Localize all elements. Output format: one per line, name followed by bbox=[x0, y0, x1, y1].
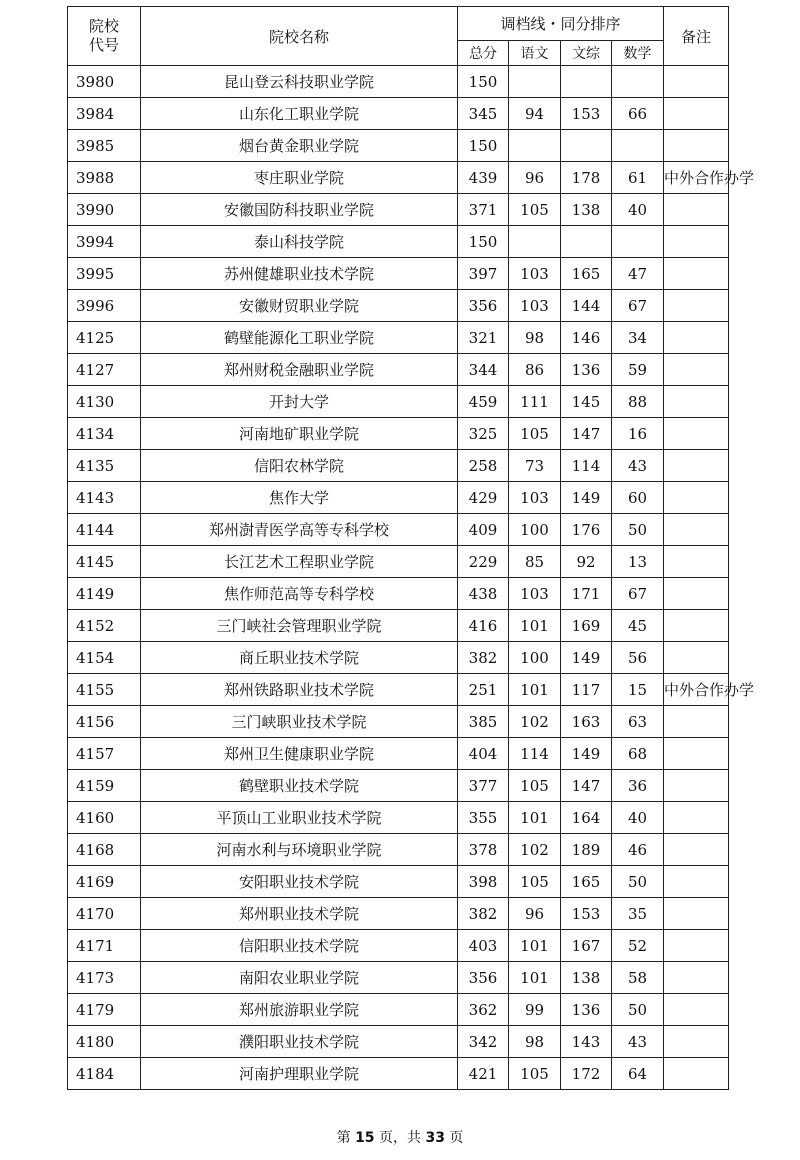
cell-total: 150 bbox=[458, 66, 509, 98]
cell-name: 郑州澍青医学高等专科学校 bbox=[141, 514, 458, 546]
table-row bbox=[68, 1026, 729, 1058]
page-footer bbox=[0, 1127, 800, 1147]
cell-name: 鹤壁职业技术学院 bbox=[141, 770, 458, 802]
cell-total: 325 bbox=[458, 418, 509, 450]
cell-total: 321 bbox=[458, 322, 509, 354]
cell-math: 67 bbox=[612, 290, 664, 322]
header-chinese: 语文 bbox=[509, 41, 561, 66]
cell-name: 开封大学 bbox=[141, 386, 458, 418]
cell-math: 52 bbox=[612, 930, 664, 962]
table-header bbox=[68, 7, 729, 66]
cell-total: 344 bbox=[458, 354, 509, 386]
cell-note bbox=[664, 322, 729, 354]
cell-chinese: 94 bbox=[509, 98, 561, 130]
header-code-line1: 院校 bbox=[88, 17, 119, 35]
cell-code: 3994 bbox=[68, 226, 141, 258]
cell-liberal: 153 bbox=[561, 898, 612, 930]
cell-total: 404 bbox=[458, 738, 509, 770]
header-code bbox=[68, 7, 141, 66]
cell-total: 371 bbox=[458, 194, 509, 226]
cell-code: 4160 bbox=[68, 802, 141, 834]
cell-total: 416 bbox=[458, 610, 509, 642]
cell-code: 4134 bbox=[68, 418, 141, 450]
cell-chinese: 105 bbox=[509, 1058, 561, 1090]
cell-chinese: 103 bbox=[509, 482, 561, 514]
cell-note bbox=[664, 802, 729, 834]
cell-name: 信阳职业技术学院 bbox=[141, 930, 458, 962]
cell-chinese: 101 bbox=[509, 610, 561, 642]
cell-note bbox=[664, 98, 729, 130]
cell-math: 88 bbox=[612, 386, 664, 418]
cell-total: 345 bbox=[458, 98, 509, 130]
header-name: 院校名称 bbox=[141, 7, 458, 66]
header-code-line2: 代号 bbox=[88, 36, 119, 54]
cell-code: 4156 bbox=[68, 706, 141, 738]
table-row bbox=[68, 898, 729, 930]
cell-liberal: 153 bbox=[561, 98, 612, 130]
footer-prefix: 第 bbox=[336, 1130, 356, 1146]
cell-note: 中外合作办学 bbox=[664, 674, 729, 706]
cell-chinese: 114 bbox=[509, 738, 561, 770]
cell-total: 229 bbox=[458, 546, 509, 578]
cell-name: 昆山登云科技职业学院 bbox=[141, 66, 458, 98]
cell-note bbox=[664, 66, 729, 98]
cell-liberal: 114 bbox=[561, 450, 612, 482]
table-row bbox=[68, 834, 729, 866]
cell-math bbox=[612, 226, 664, 258]
cell-code: 4135 bbox=[68, 450, 141, 482]
cell-chinese: 102 bbox=[509, 706, 561, 738]
cell-total: 377 bbox=[458, 770, 509, 802]
cell-code: 4130 bbox=[68, 386, 141, 418]
cell-liberal: 165 bbox=[561, 866, 612, 898]
cell-liberal bbox=[561, 130, 612, 162]
table-row bbox=[68, 770, 729, 802]
cell-total: 342 bbox=[458, 1026, 509, 1058]
cell-name: 烟台黄金职业学院 bbox=[141, 130, 458, 162]
table-row bbox=[68, 514, 729, 546]
table-row bbox=[68, 354, 729, 386]
cell-name: 焦作师范高等专科学校 bbox=[141, 578, 458, 610]
cell-name: 焦作大学 bbox=[141, 482, 458, 514]
cell-total: 439 bbox=[458, 162, 509, 194]
cell-code: 4154 bbox=[68, 642, 141, 674]
cell-name: 郑州职业技术学院 bbox=[141, 898, 458, 930]
cell-name: 河南水利与环境职业学院 bbox=[141, 834, 458, 866]
table-row bbox=[68, 226, 729, 258]
cell-name: 郑州财税金融职业学院 bbox=[141, 354, 458, 386]
cell-name: 三门峡职业技术学院 bbox=[141, 706, 458, 738]
cell-note bbox=[664, 770, 729, 802]
cell-note bbox=[664, 962, 729, 994]
cell-code: 3990 bbox=[68, 194, 141, 226]
cell-liberal: 189 bbox=[561, 834, 612, 866]
table-row bbox=[68, 962, 729, 994]
cell-liberal: 171 bbox=[561, 578, 612, 610]
cell-math: 35 bbox=[612, 898, 664, 930]
cell-math: 34 bbox=[612, 322, 664, 354]
cell-liberal: 172 bbox=[561, 1058, 612, 1090]
cell-note bbox=[664, 738, 729, 770]
cell-code: 4180 bbox=[68, 1026, 141, 1058]
cell-chinese bbox=[509, 66, 561, 98]
cell-chinese: 102 bbox=[509, 834, 561, 866]
table-row bbox=[68, 130, 729, 162]
cell-math: 56 bbox=[612, 642, 664, 674]
table-row bbox=[68, 1058, 729, 1090]
cell-math: 67 bbox=[612, 578, 664, 610]
cell-liberal: 138 bbox=[561, 194, 612, 226]
cell-name: 泰山科技学院 bbox=[141, 226, 458, 258]
table-body bbox=[68, 66, 755, 1090]
cell-name: 安徽财贸职业学院 bbox=[141, 290, 458, 322]
header-note: 备注 bbox=[664, 7, 729, 66]
cell-code: 4169 bbox=[68, 866, 141, 898]
cell-total: 398 bbox=[458, 866, 509, 898]
table-row bbox=[68, 866, 729, 898]
cell-liberal: 165 bbox=[561, 258, 612, 290]
cell-code: 4125 bbox=[68, 322, 141, 354]
cell-code: 4184 bbox=[68, 1058, 141, 1090]
cell-total: 378 bbox=[458, 834, 509, 866]
cell-total: 438 bbox=[458, 578, 509, 610]
cell-total: 421 bbox=[458, 1058, 509, 1090]
cell-note bbox=[664, 418, 729, 450]
cell-code: 4155 bbox=[68, 674, 141, 706]
cell-total: 409 bbox=[458, 514, 509, 546]
table-row bbox=[68, 610, 729, 642]
table-row bbox=[68, 930, 729, 962]
cell-liberal: 138 bbox=[561, 962, 612, 994]
cell-code: 4157 bbox=[68, 738, 141, 770]
cell-code: 3985 bbox=[68, 130, 141, 162]
cell-note bbox=[664, 1058, 729, 1090]
cell-name: 商丘职业技术学院 bbox=[141, 642, 458, 674]
cell-chinese: 103 bbox=[509, 578, 561, 610]
cell-liberal: 167 bbox=[561, 930, 612, 962]
table-row bbox=[68, 738, 729, 770]
cell-math: 58 bbox=[612, 962, 664, 994]
cell-math: 36 bbox=[612, 770, 664, 802]
footer-suffix: 页 bbox=[444, 1130, 464, 1146]
cell-total: 385 bbox=[458, 706, 509, 738]
table-row bbox=[68, 98, 729, 130]
cell-math bbox=[612, 66, 664, 98]
cell-total: 150 bbox=[458, 226, 509, 258]
cell-code: 3988 bbox=[68, 162, 141, 194]
cell-chinese bbox=[509, 226, 561, 258]
cell-total: 356 bbox=[458, 290, 509, 322]
cell-note bbox=[664, 354, 729, 386]
cell-liberal: 136 bbox=[561, 994, 612, 1026]
cell-liberal: 169 bbox=[561, 610, 612, 642]
cell-math: 68 bbox=[612, 738, 664, 770]
cell-math bbox=[612, 130, 664, 162]
table-row bbox=[68, 994, 729, 1026]
cell-code: 4168 bbox=[68, 834, 141, 866]
footer-page-number: 15 bbox=[355, 1130, 375, 1146]
cell-math: 40 bbox=[612, 194, 664, 226]
cell-liberal: 145 bbox=[561, 386, 612, 418]
cell-code: 4144 bbox=[68, 514, 141, 546]
cell-code: 4170 bbox=[68, 898, 141, 930]
table-row bbox=[68, 706, 729, 738]
cell-liberal: 147 bbox=[561, 418, 612, 450]
cell-liberal: 149 bbox=[561, 642, 612, 674]
cell-note bbox=[664, 514, 729, 546]
cell-chinese: 101 bbox=[509, 802, 561, 834]
table-row bbox=[68, 258, 729, 290]
cell-liberal: 136 bbox=[561, 354, 612, 386]
cell-name: 河南护理职业学院 bbox=[141, 1058, 458, 1090]
cell-math: 63 bbox=[612, 706, 664, 738]
cell-liberal: 164 bbox=[561, 802, 612, 834]
cell-code: 4143 bbox=[68, 482, 141, 514]
cell-code: 4173 bbox=[68, 962, 141, 994]
cell-math: 50 bbox=[612, 866, 664, 898]
cell-total: 362 bbox=[458, 994, 509, 1026]
cell-name: 三门峡社会管理职业学院 bbox=[141, 610, 458, 642]
cell-code: 3996 bbox=[68, 290, 141, 322]
cell-note bbox=[664, 834, 729, 866]
cell-name: 濮阳职业技术学院 bbox=[141, 1026, 458, 1058]
cell-note bbox=[664, 290, 729, 322]
cell-note bbox=[664, 130, 729, 162]
cell-chinese: 96 bbox=[509, 162, 561, 194]
cell-code: 4145 bbox=[68, 546, 141, 578]
cell-name: 郑州卫生健康职业学院 bbox=[141, 738, 458, 770]
cell-chinese: 101 bbox=[509, 674, 561, 706]
cell-total: 459 bbox=[458, 386, 509, 418]
cell-note bbox=[664, 610, 729, 642]
cell-math: 43 bbox=[612, 1026, 664, 1058]
cell-chinese: 73 bbox=[509, 450, 561, 482]
cell-liberal: 146 bbox=[561, 322, 612, 354]
cell-total: 382 bbox=[458, 642, 509, 674]
table-row bbox=[68, 194, 729, 226]
cell-name: 苏州健雄职业技术学院 bbox=[141, 258, 458, 290]
cell-math: 60 bbox=[612, 482, 664, 514]
cell-code: 3984 bbox=[68, 98, 141, 130]
cell-total: 355 bbox=[458, 802, 509, 834]
cell-math: 47 bbox=[612, 258, 664, 290]
table-row bbox=[68, 546, 729, 578]
table-row bbox=[68, 66, 729, 98]
footer-total-pages: 33 bbox=[425, 1130, 445, 1146]
cell-note bbox=[664, 386, 729, 418]
cell-name: 郑州铁路职业技术学院 bbox=[141, 674, 458, 706]
cell-code: 4171 bbox=[68, 930, 141, 962]
header-math: 数学 bbox=[612, 41, 664, 66]
cell-math: 50 bbox=[612, 514, 664, 546]
cell-note bbox=[664, 866, 729, 898]
cell-liberal: 176 bbox=[561, 514, 612, 546]
cell-chinese: 98 bbox=[509, 322, 561, 354]
cell-total: 403 bbox=[458, 930, 509, 962]
cell-name: 南阳农业职业学院 bbox=[141, 962, 458, 994]
cell-chinese: 98 bbox=[509, 1026, 561, 1058]
cell-liberal bbox=[561, 226, 612, 258]
cell-math: 43 bbox=[612, 450, 664, 482]
cell-note bbox=[664, 258, 729, 290]
cell-math: 66 bbox=[612, 98, 664, 130]
cell-liberal: 149 bbox=[561, 738, 612, 770]
cell-total: 397 bbox=[458, 258, 509, 290]
table-row bbox=[68, 322, 729, 354]
cell-liberal: 117 bbox=[561, 674, 612, 706]
cell-math: 15 bbox=[612, 674, 664, 706]
cell-total: 382 bbox=[458, 898, 509, 930]
table-row bbox=[68, 386, 729, 418]
cell-name: 山东化工职业学院 bbox=[141, 98, 458, 130]
table-row bbox=[68, 674, 729, 706]
cell-note bbox=[664, 898, 729, 930]
cell-liberal: 149 bbox=[561, 482, 612, 514]
cell-note bbox=[664, 546, 729, 578]
cell-note bbox=[664, 930, 729, 962]
cell-note bbox=[664, 450, 729, 482]
cell-liberal: 163 bbox=[561, 706, 612, 738]
cell-code: 3995 bbox=[68, 258, 141, 290]
cell-name: 信阳农林学院 bbox=[141, 450, 458, 482]
cell-chinese: 105 bbox=[509, 194, 561, 226]
cell-math: 46 bbox=[612, 834, 664, 866]
cell-chinese: 100 bbox=[509, 642, 561, 674]
cell-name: 安徽国防科技职业学院 bbox=[141, 194, 458, 226]
admission-table bbox=[67, 6, 755, 1090]
cell-total: 258 bbox=[458, 450, 509, 482]
cell-math: 45 bbox=[612, 610, 664, 642]
cell-chinese: 86 bbox=[509, 354, 561, 386]
cell-code: 4159 bbox=[68, 770, 141, 802]
cell-math: 59 bbox=[612, 354, 664, 386]
cell-code: 3980 bbox=[68, 66, 141, 98]
cell-note bbox=[664, 194, 729, 226]
cell-note bbox=[664, 578, 729, 610]
footer-middle: 页，共 bbox=[374, 1130, 426, 1146]
cell-note bbox=[664, 994, 729, 1026]
cell-chinese: 85 bbox=[509, 546, 561, 578]
cell-note bbox=[664, 482, 729, 514]
cell-liberal: 178 bbox=[561, 162, 612, 194]
header-group: 调档线・同分排序 bbox=[458, 7, 664, 41]
cell-liberal: 144 bbox=[561, 290, 612, 322]
table-row bbox=[68, 802, 729, 834]
table-row bbox=[68, 482, 729, 514]
cell-note: 中外合作办学 bbox=[664, 162, 729, 194]
cell-chinese: 103 bbox=[509, 290, 561, 322]
cell-liberal bbox=[561, 66, 612, 98]
cell-math: 64 bbox=[612, 1058, 664, 1090]
cell-total: 150 bbox=[458, 130, 509, 162]
cell-total: 429 bbox=[458, 482, 509, 514]
cell-code: 4152 bbox=[68, 610, 141, 642]
cell-math: 13 bbox=[612, 546, 664, 578]
table-row bbox=[68, 162, 729, 194]
table-row bbox=[68, 642, 729, 674]
cell-name: 郑州旅游职业学院 bbox=[141, 994, 458, 1026]
cell-name: 枣庄职业学院 bbox=[141, 162, 458, 194]
cell-liberal: 147 bbox=[561, 770, 612, 802]
cell-total: 356 bbox=[458, 962, 509, 994]
cell-code: 4127 bbox=[68, 354, 141, 386]
cell-chinese: 96 bbox=[509, 898, 561, 930]
header-liberal: 文综 bbox=[561, 41, 612, 66]
cell-chinese: 101 bbox=[509, 962, 561, 994]
cell-note bbox=[664, 1026, 729, 1058]
header-total: 总分 bbox=[458, 41, 509, 66]
cell-code: 4149 bbox=[68, 578, 141, 610]
cell-code: 4179 bbox=[68, 994, 141, 1026]
table-row bbox=[68, 418, 729, 450]
cell-total: 251 bbox=[458, 674, 509, 706]
table-row bbox=[68, 290, 729, 322]
cell-note bbox=[664, 226, 729, 258]
cell-chinese: 105 bbox=[509, 866, 561, 898]
cell-chinese: 99 bbox=[509, 994, 561, 1026]
cell-note bbox=[664, 706, 729, 738]
cell-liberal: 92 bbox=[561, 546, 612, 578]
cell-name: 鹤壁能源化工职业学院 bbox=[141, 322, 458, 354]
cell-name: 河南地矿职业学院 bbox=[141, 418, 458, 450]
cell-name: 安阳职业技术学院 bbox=[141, 866, 458, 898]
cell-math: 40 bbox=[612, 802, 664, 834]
table-row bbox=[68, 578, 729, 610]
cell-note bbox=[664, 642, 729, 674]
cell-chinese: 100 bbox=[509, 514, 561, 546]
cell-name: 平顶山工业职业技术学院 bbox=[141, 802, 458, 834]
cell-liberal: 143 bbox=[561, 1026, 612, 1058]
cell-chinese: 103 bbox=[509, 258, 561, 290]
cell-chinese: 105 bbox=[509, 418, 561, 450]
cell-chinese bbox=[509, 130, 561, 162]
cell-chinese: 105 bbox=[509, 770, 561, 802]
table-row bbox=[68, 450, 729, 482]
cell-math: 16 bbox=[612, 418, 664, 450]
cell-chinese: 101 bbox=[509, 930, 561, 962]
cell-chinese: 111 bbox=[509, 386, 561, 418]
cell-math: 61 bbox=[612, 162, 664, 194]
cell-name: 长江艺术工程职业学院 bbox=[141, 546, 458, 578]
cell-math: 50 bbox=[612, 994, 664, 1026]
